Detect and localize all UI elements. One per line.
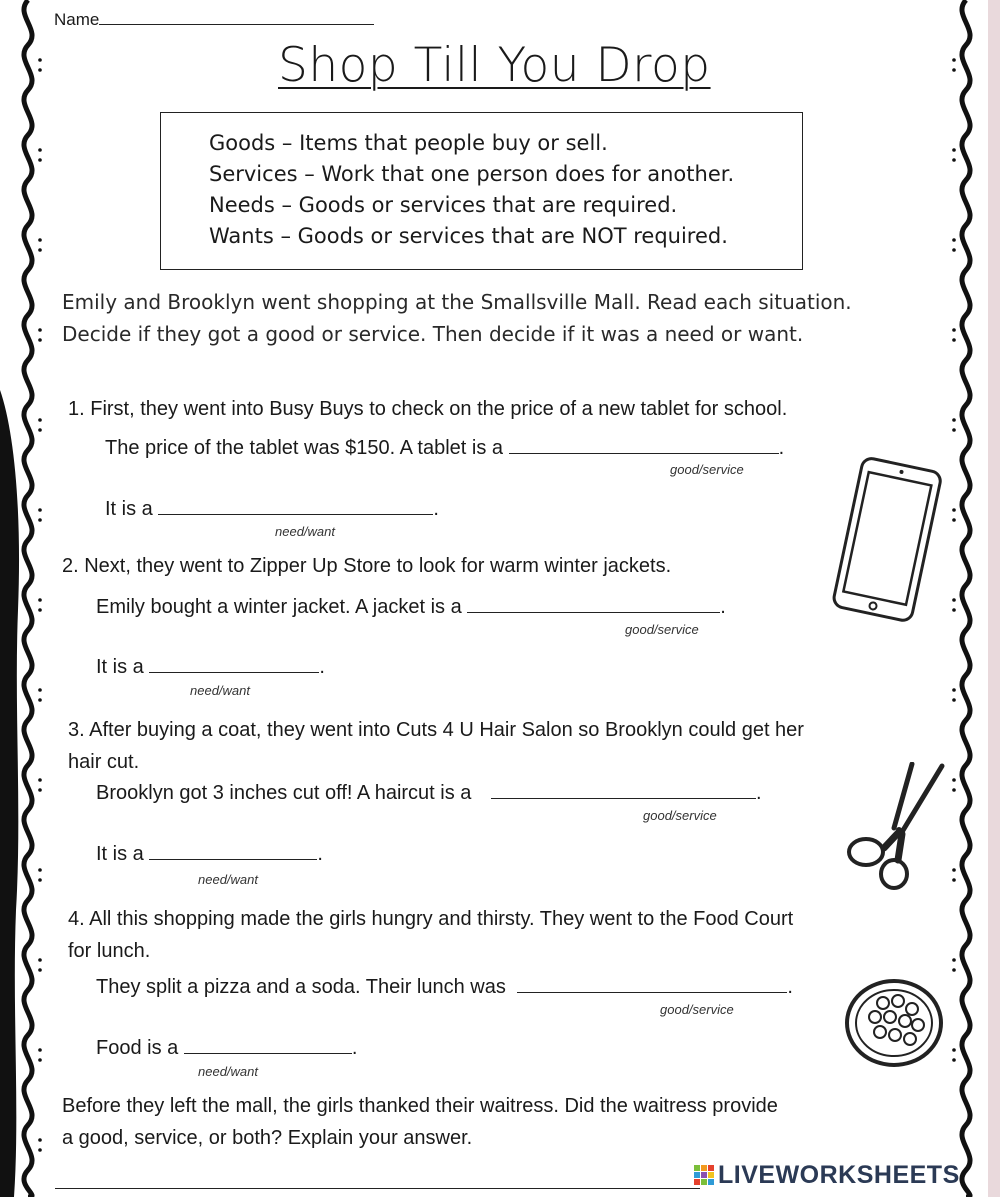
question-2-hint-b: need/want	[190, 683, 250, 698]
period: .	[319, 656, 325, 678]
scissors-icon	[842, 762, 947, 890]
question-1-hint-b: need/want	[275, 524, 335, 539]
definition-services: Services – Work that one person does for another.	[209, 162, 735, 186]
question-4-hint-a: good/service	[660, 1002, 734, 1017]
question-2-answer-good-service[interactable]	[467, 598, 720, 613]
question-3-text-line-1: 3. After buying a coat, they went into Cuts 4 U Hair Salon so Brooklyn could get her	[68, 719, 804, 741]
period: .	[351, 1037, 358, 1059]
question-4-prompt-a	[96, 976, 793, 999]
question-3-prompt-b	[96, 843, 323, 866]
question-2-answer-need-want[interactable]	[149, 658, 319, 673]
question-3-answer-need-want[interactable]	[149, 845, 317, 860]
tablet-icon	[825, 455, 945, 625]
question-3-prompt-b-text: It is a	[96, 843, 144, 865]
final-question-line-2: a good, service, or both? Explain your answer.	[62, 1127, 473, 1149]
question-4-answer-need-want[interactable]	[184, 1039, 352, 1054]
question-1-text: 1. First, they went into Busy Buys to check on the price of a new tablet for school.	[68, 398, 788, 420]
period: .	[720, 596, 726, 618]
question-2-hint-a: good/service	[625, 622, 699, 637]
name-blank[interactable]	[99, 10, 374, 25]
final-question-line-1: Before they left the mall, the girls thanked their waitress. Did the waitress provide	[62, 1095, 778, 1117]
right-edge-tint	[988, 0, 1000, 1197]
final-answer-line[interactable]	[55, 1188, 700, 1189]
question-4-text-line-2: for lunch.	[68, 940, 151, 962]
question-3-prompt-a	[96, 782, 762, 805]
question-2-prompt-b-text: It is a	[96, 656, 144, 678]
pizza-icon	[843, 977, 945, 1069]
question-1-prompt-a-text: The price of the tablet was $150. A tablet is a	[105, 437, 504, 459]
question-3-hint-b: need/want	[198, 872, 258, 887]
question-1-answer-need-want[interactable]	[158, 500, 433, 515]
period: .	[778, 437, 785, 459]
question-4-prompt-b	[96, 1037, 357, 1060]
question-4-prompt-b-text: Food is a	[96, 1037, 179, 1059]
question-4-prompt-a-text: They split a pizza and a soda. Their lunch was	[96, 976, 506, 998]
question-2-text: 2. Next, they went to Zipper Up Store to look for warm winter jackets.	[62, 555, 672, 577]
question-2-prompt-a	[96, 596, 726, 619]
period: .	[317, 843, 323, 865]
intro-line-1: Emily and Brooklyn went shopping at the Smallsville Mall. Read each situation.	[62, 290, 852, 314]
question-2-prompt-b	[96, 656, 325, 679]
definition-goods: Goods – Items that people buy or sell.	[209, 131, 608, 155]
question-4-text-line-1: 4. All this shopping made the girls hungry and thirsty. They went to the Food Court	[68, 908, 794, 930]
question-3-text-line-2: hair cut.	[68, 751, 140, 773]
name-field[interactable]	[54, 10, 374, 30]
question-1-prompt-b	[105, 498, 439, 521]
question-3-hint-a: good/service	[643, 808, 717, 823]
question-3-prompt-a-text: Brooklyn got 3 inches cut off! A haircut is a	[96, 782, 472, 804]
intro-line-2: Decide if they got a good or service. Then decide if it was a need or want.	[62, 322, 804, 346]
question-4-answer-good-service[interactable]	[517, 978, 787, 993]
question-1-prompt-b-text: It is a	[105, 498, 153, 520]
left-edge-shadow	[0, 390, 22, 1197]
definition-wants: Wants – Goods or services that are NOT required.	[209, 224, 728, 248]
question-4-hint-b: need/want	[198, 1064, 258, 1079]
liveworksheets-logo-icon	[693, 1164, 715, 1186]
liveworksheets-logo-text: LIVEWORKSHEETS	[718, 1161, 960, 1189]
page-title: Shop Till You Drop	[278, 38, 711, 93]
definitions-box	[160, 112, 803, 270]
period: .	[755, 782, 762, 804]
liveworksheets-logo	[693, 1161, 960, 1190]
name-label: Name	[54, 10, 100, 29]
question-1-hint-a: good/service	[670, 462, 744, 477]
question-1-prompt-a	[105, 437, 784, 460]
period: .	[433, 498, 439, 520]
question-1-answer-good-service[interactable]	[509, 439, 779, 454]
right-wavy-border	[948, 0, 988, 1197]
question-3-answer-good-service[interactable]	[491, 784, 756, 799]
definition-needs: Needs – Goods or services that are required.	[209, 193, 678, 217]
question-2-prompt-a-text: Emily bought a winter jacket. A jacket is a	[96, 596, 462, 618]
period: .	[787, 976, 793, 998]
